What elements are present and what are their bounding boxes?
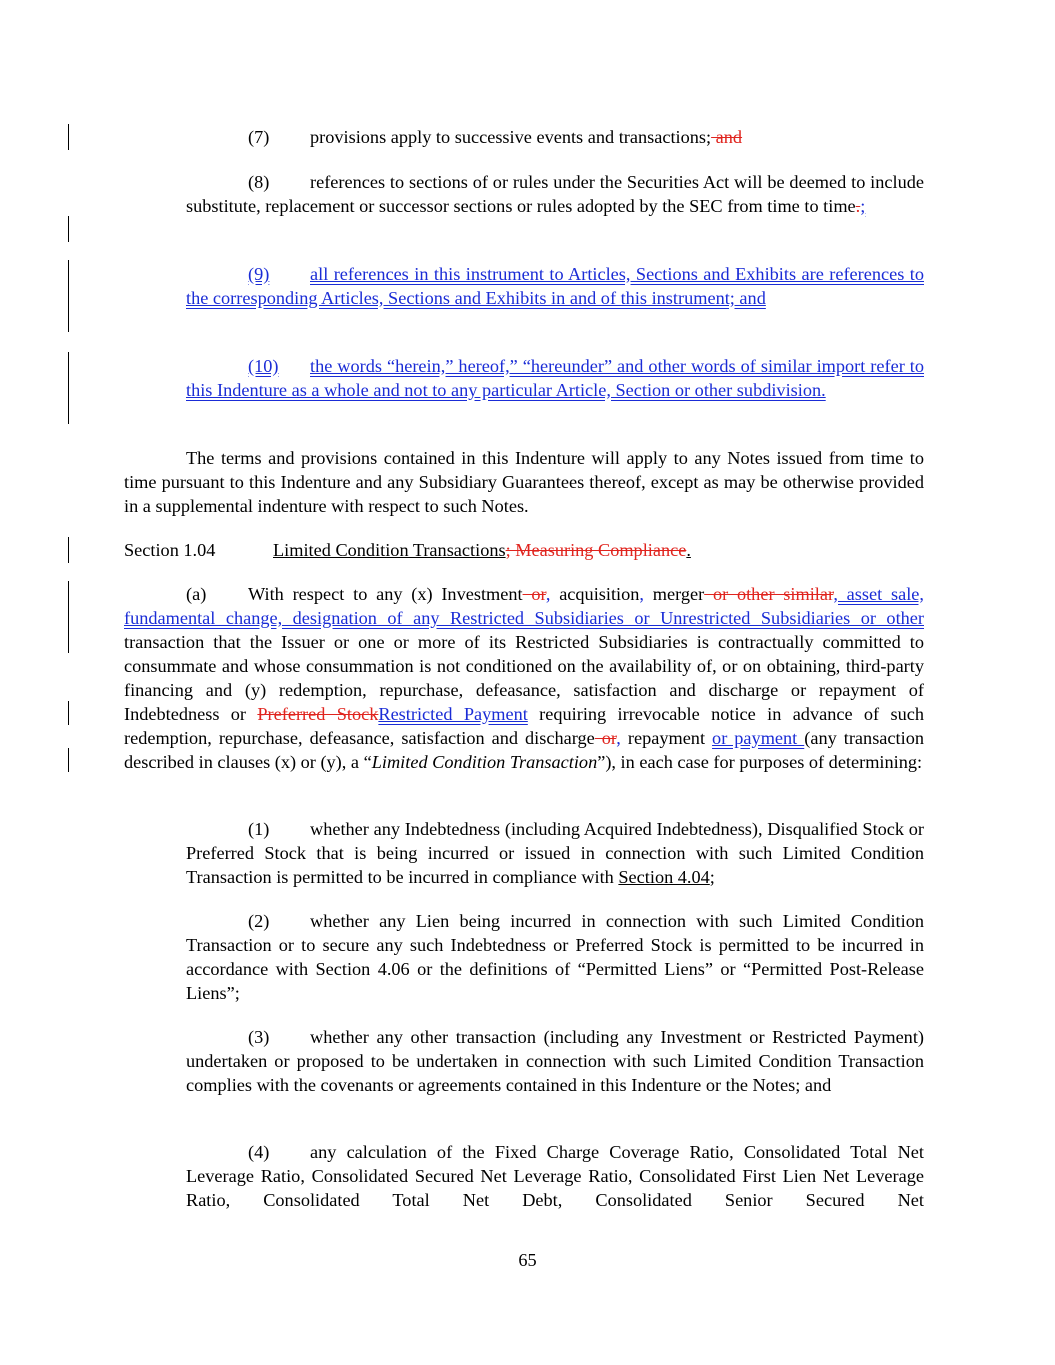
text-run: requiring irrevocable notice in advance of such redemption, repurchase, defeasance, satisfaction and discharge bbox=[124, 704, 925, 748]
inserted-text: , bbox=[616, 728, 621, 748]
clause-number: (3) bbox=[248, 1027, 270, 1047]
deleted-text: or bbox=[522, 584, 546, 604]
change-bar bbox=[68, 260, 69, 332]
clause-10 bbox=[186, 354, 924, 402]
change-bar bbox=[68, 124, 69, 150]
deleted-text: . bbox=[855, 196, 861, 216]
clause-number: (a) bbox=[186, 584, 207, 604]
change-bar bbox=[68, 748, 69, 772]
clause-text: provisions apply to successive events and transactions; bbox=[310, 127, 712, 147]
subclause-1 bbox=[186, 817, 924, 889]
text-run: repayment bbox=[620, 728, 713, 748]
text-run: ”), in each case for purposes of determining: bbox=[597, 752, 923, 772]
clause-text: whether any Indebtedness (including Acquired Indebtedness), Disqualified Stock or Preferred Stock that is being incurred or issued in connection with such Limited Condition Transaction is permitted to be incurred in compliance with bbox=[186, 819, 924, 887]
clause-text: whether any Lien being incurred in connection with such Limited Condition Transaction or to secure any such Indebtedness or Preferred Stock is permitted to be incurred in accordance with Section 4.06 or the definitions of “Permitted Liens” or “Permitted Post-Release Liens”; bbox=[186, 911, 924, 1003]
clause-text: references to sections of or rules under the Securities Act will be deemed to include substitute, replacement or successor sections or rules adopted by the SEC from time to time bbox=[186, 172, 924, 216]
inserted-text: ; bbox=[860, 196, 866, 216]
inserted-text: the words “herein,” hereof,” “hereunder” and other words of similar import refer to this Indenture as a whole and not to any particular Article, Section or other subdivision. bbox=[186, 356, 924, 400]
clause-text: whether any other transaction (including any Investment or Restricted Payment) undertaken or proposed to be undertaken in connection with such Limited Condition Transaction complies with the covenants or agreements contained in this Indenture or the Notes; and bbox=[186, 1027, 924, 1095]
clause-number: (9) bbox=[248, 264, 270, 284]
deleted-text: Preferred Stock bbox=[257, 704, 379, 724]
page-number: 65 bbox=[518, 1250, 537, 1270]
clause-number: (8) bbox=[248, 172, 270, 192]
change-bar bbox=[68, 216, 69, 242]
section-reference: Section 4.04 bbox=[618, 867, 710, 887]
subclause-3 bbox=[186, 1025, 924, 1097]
inserted-text: , bbox=[639, 584, 644, 604]
clause-text: any calculation of the Fixed Charge Coverage Ratio, Consolidated Total Net Leverage Ratio, Consolidated Secured Net Leverage Ratio, Consolidated First Lien Net Leverage Ratio, Consolidated Total Net Debt, Consolidated Senior Secured Net bbox=[186, 1142, 924, 1210]
inserted-text: , bbox=[545, 584, 551, 604]
clause-number: (7) bbox=[248, 127, 270, 147]
subclause-4 bbox=[186, 1140, 924, 1212]
clause-number: (2) bbox=[248, 911, 270, 931]
text-run: acquisition bbox=[550, 584, 640, 604]
defined-term: Limited Condition Transaction bbox=[371, 752, 598, 772]
text-run: (any transaction described in clauses (x) or (y), a “ bbox=[124, 728, 924, 772]
change-bar bbox=[68, 701, 69, 725]
deleted-text: and bbox=[711, 127, 743, 147]
clause-9 bbox=[186, 262, 924, 310]
clause-text-end: ; bbox=[709, 867, 715, 887]
deleted-text: or bbox=[594, 728, 617, 748]
change-bar bbox=[68, 537, 69, 563]
clause-8 bbox=[186, 170, 924, 218]
change-bar bbox=[68, 352, 69, 424]
clause-7 bbox=[186, 125, 924, 149]
section-label: Section 1.04 bbox=[124, 540, 216, 560]
paragraph-a bbox=[124, 582, 924, 774]
text-run: transaction that the Issuer or one or more of its Restricted Subsidiaries is contractually committed to consummate and whose consummation is not conditioned on the availability of, or on obtaining, third-party financing and (y) redemption, repurchase, defeasance, satisfaction and discharge or repayment of Indebtedness or bbox=[124, 632, 924, 724]
inserted-text: all references in this instrument to Articles, Sections and Exhibits are references to the corresponding Articles, Sections and Exhibits in and of this instrument; and bbox=[186, 264, 924, 308]
deleted-text: or other similar bbox=[704, 584, 834, 604]
inserted-text: , asset sale, fundamental change, designation of any Restricted Subsidiaries or Unrestricted Subsidiaries or other bbox=[124, 584, 924, 628]
text-run: With respect to any (x) Investment bbox=[248, 584, 523, 604]
section-title-end: . bbox=[686, 540, 691, 560]
clause-number: (10) bbox=[248, 356, 279, 376]
inserted-text: Restricted Payment bbox=[378, 704, 528, 724]
subclause-2 bbox=[186, 909, 924, 1005]
clause-number: (4) bbox=[248, 1142, 270, 1162]
deleted-text: ; Measuring Compliance bbox=[505, 540, 687, 560]
section-title: Limited Condition Transactions bbox=[273, 540, 506, 560]
inserted-text: or payment bbox=[712, 728, 805, 748]
text-run: merger bbox=[644, 584, 705, 604]
section-heading bbox=[124, 538, 924, 562]
clause-number: (1) bbox=[248, 819, 270, 839]
change-bar bbox=[68, 581, 69, 653]
terms-paragraph: The terms and provisions contained in this Indenture will apply to any Notes issued from time to time pursuant to this Indenture and any Subsidiary Guarantees thereof, except as may be otherwise provided in a supplemental indenture with respect to such Notes. bbox=[124, 448, 924, 516]
